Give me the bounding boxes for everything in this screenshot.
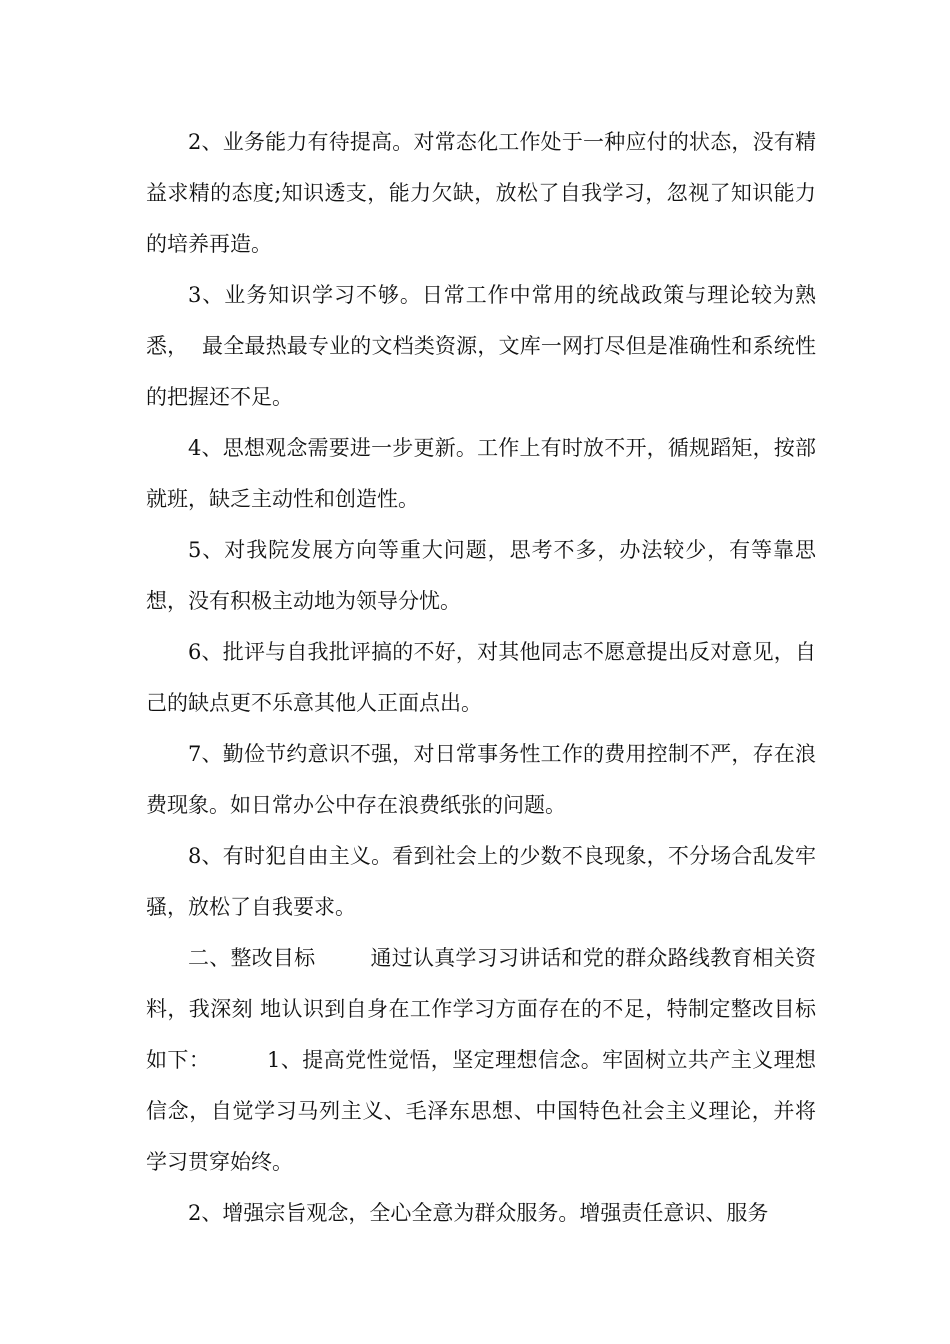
paragraph-rectification-goals: 二、整改目标 通过认真学习习讲话和党的群众路线教育相关资料，我深刻 地认识到自身在工作学习方面存在的不足，特制定整改目标如下： 1、提高党性觉悟，坚定理想信念。牢固树立共产主义理想信念，自觉学习马列主义、毛泽东思想、中国特色社会主义理论，并将学习贯穿始终。: [146, 946, 816, 1174]
paragraph-item-5: 5、对我院发展方向等重大问题，思考不多，办法较少，有等靠思想，没有积极主动地为领导分忧。: [146, 538, 816, 613]
paragraph-item-3: 3、业务知识学习不够。日常工作中常用的统战政策与理论较为熟悉， 最全最热最专业的文档类资源，文库一网打尽但是准确性和系统性的把握还不足。: [146, 283, 816, 409]
paragraph-item-8: 8、有时犯自由主义。看到社会上的少数不良现象，不分场合乱发牢骚，放松了自我要求。: [146, 844, 816, 919]
paragraph-item-6: 6、批评与自我批评搞的不好，对其他同志不愿意提出反对意见，自己的缺点更不乐意其他人正面点出。: [146, 640, 816, 715]
document-body: [146, 117, 816, 1239]
paragraph-goal-2: 2、增强宗旨观念，全心全意为群众服务。增强责任意识、服务: [188, 1201, 769, 1225]
paragraph-item-4: 4、思想观念需要进一步更新。工作上有时放不开，循规蹈矩，按部就班，缺乏主动性和创造性。: [146, 436, 816, 511]
paragraph-item-2: 2、业务能力有待提高。对常态化工作处于一种应付的状态，没有精益求精的态度;知识透支，能力欠缺，放松了自我学习，忽视了知识能力的培养再造。: [146, 130, 816, 256]
paragraph-item-7: 7、勤俭节约意识不强，对日常事务性工作的费用控制不严，存在浪费现象。如日常办公中存在浪费纸张的问题。: [146, 742, 816, 817]
